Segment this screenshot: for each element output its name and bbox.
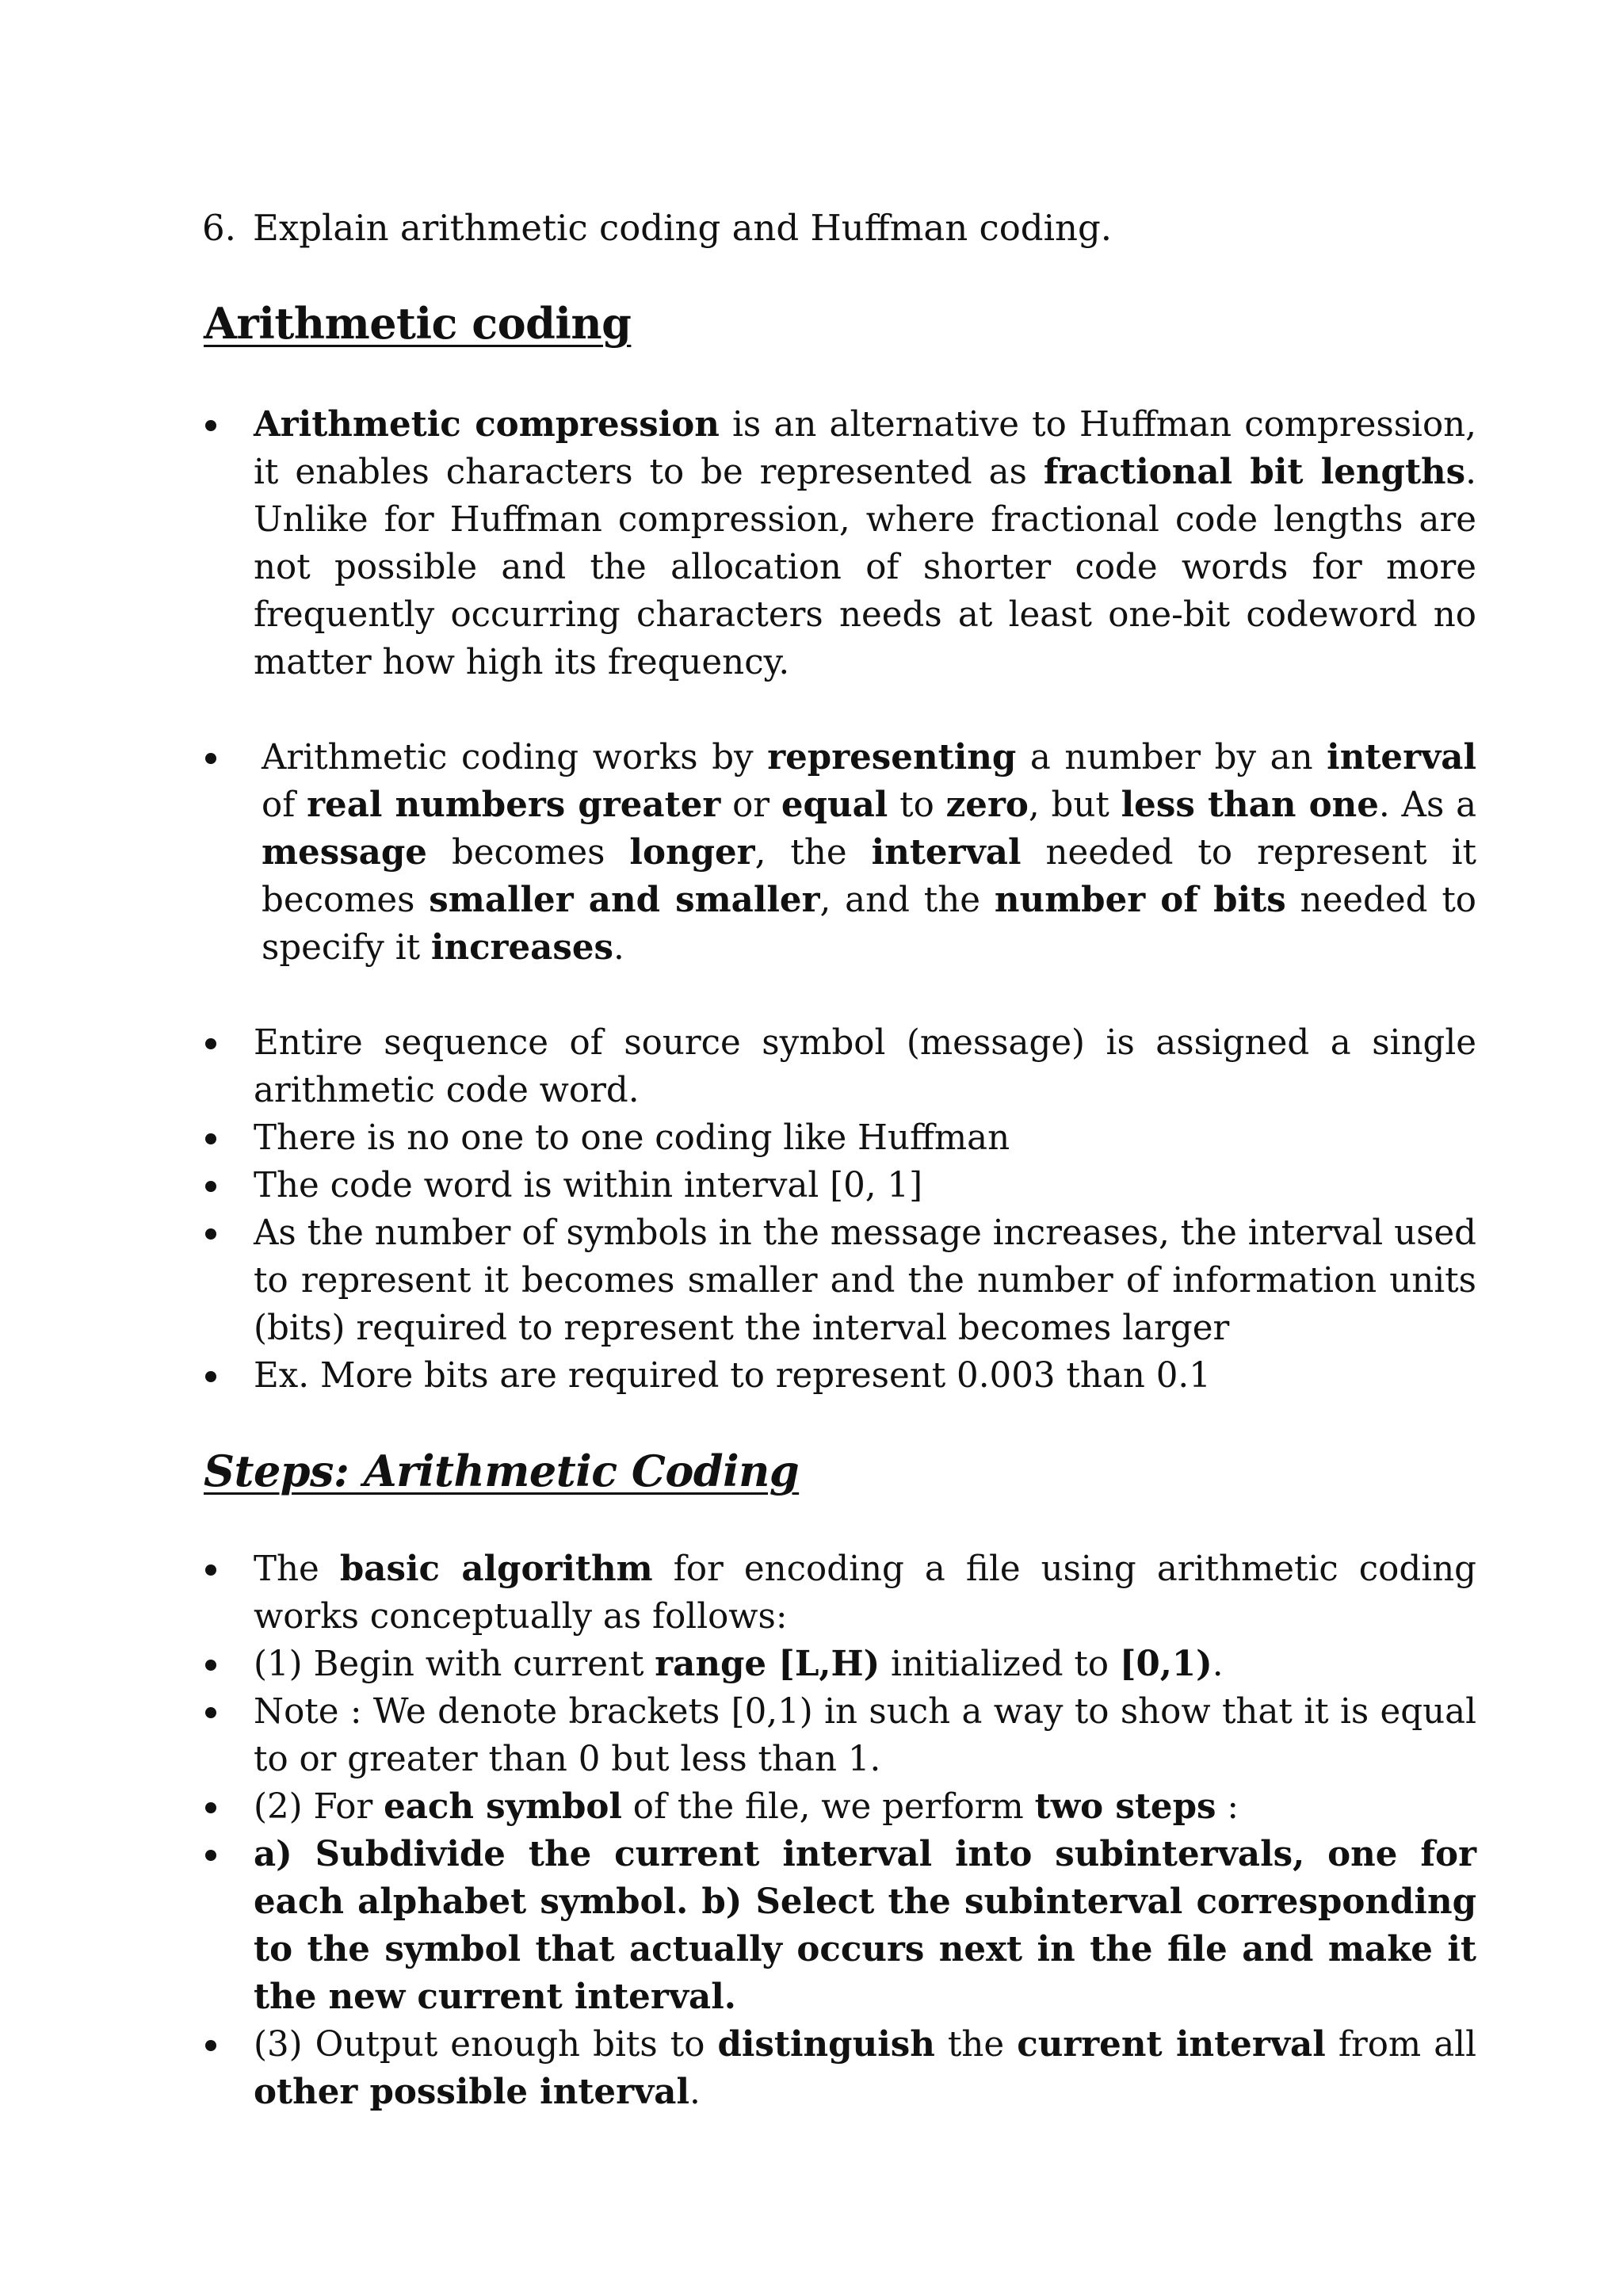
bullet-icon <box>205 1802 216 1813</box>
section2-bullets <box>0 1545 1476 2116</box>
section1-bullets-b <box>0 1019 1476 1400</box>
heading-arithmetic-coding: Arithmetic coding <box>204 298 632 349</box>
bullet-icon <box>205 420 216 431</box>
question-number: 6. <box>202 207 236 249</box>
heading-steps-arithmetic-coding: Steps: Arithmetic Coding <box>204 1446 800 1496</box>
list-item: As the number of symbols in the message increases, the interval used to represent it becomes smaller and the number of information units (bits) required to represent the interval becomes larger <box>0 1209 1476 1352</box>
bullet-arithmetic-compression: Arithmetic compression is an alternative to Huffman compression, it enables characters to be represented as fractional bit lengths. Unlike for Huffman compression, where fractional code lengths are not possible and the allocation of shorter code words for more frequently occurring characters needs at least one-bit codeword no matter how high its frequency. <box>0 401 1476 686</box>
bullet-icon <box>205 1038 216 1049</box>
bullet-icon <box>205 1228 216 1240</box>
step-each-symbol: (2) For each symbol of the file, we perform two steps : <box>0 1783 1476 1831</box>
bullet-icon <box>205 753 216 764</box>
bullet-icon <box>205 1660 216 1671</box>
bullet-icon <box>205 1371 216 1382</box>
step-note-brackets: Note : We denote brackets [0,1) in such a way to show that it is equal to or greater than 0 but less than 1. <box>0 1688 1476 1783</box>
bullet-icon <box>205 2040 216 2051</box>
list-item: There is no one to one coding like Huffman <box>0 1114 1476 1162</box>
bullet-icon <box>205 1133 216 1144</box>
bullet-arithmetic-works: Arithmetic coding works by representing a number by an interval of real numbers greater or equal to zero, but less than one. As a message becomes longer, the interval needed to represent it becomes smaller and smaller, and the number of bits needed to specify it increases. <box>0 734 1476 972</box>
step-basic-algorithm: The basic algorithm for encoding a file using arithmetic coding works conceptually as follows: <box>0 1545 1476 1641</box>
step-begin-range: (1) Begin with current range [L,H) initialized to [0,1). <box>0 1641 1476 1688</box>
question-text: Explain arithmetic coding and Huffman coding. <box>253 207 1113 249</box>
step-output-bits: (3) Output enough bits to distinguish the current interval from all other possible interval. <box>0 2021 1476 2116</box>
bullet-icon <box>205 1564 216 1576</box>
bullet-icon <box>205 1181 216 1192</box>
list-item: Ex. More bits are required to represent 0.003 than 0.1 <box>0 1352 1476 1400</box>
bullet-icon <box>205 1850 216 1861</box>
question-line <box>202 204 1112 252</box>
list-item: The code word is within interval [0, 1] <box>0 1162 1476 1209</box>
list-item: Entire sequence of source symbol (message) is assigned a single arithmetic code word. <box>0 1019 1476 1114</box>
bullet-icon <box>205 1707 216 1718</box>
section1-bullets-a <box>0 401 1476 972</box>
step-subdivide: a) Subdivide the current interval into subintervals, one for each alphabet symbol. b) Select the subinterval corresponding to the symbol that actually occurs next in the file and make it the new current interval. <box>0 1831 1476 2021</box>
